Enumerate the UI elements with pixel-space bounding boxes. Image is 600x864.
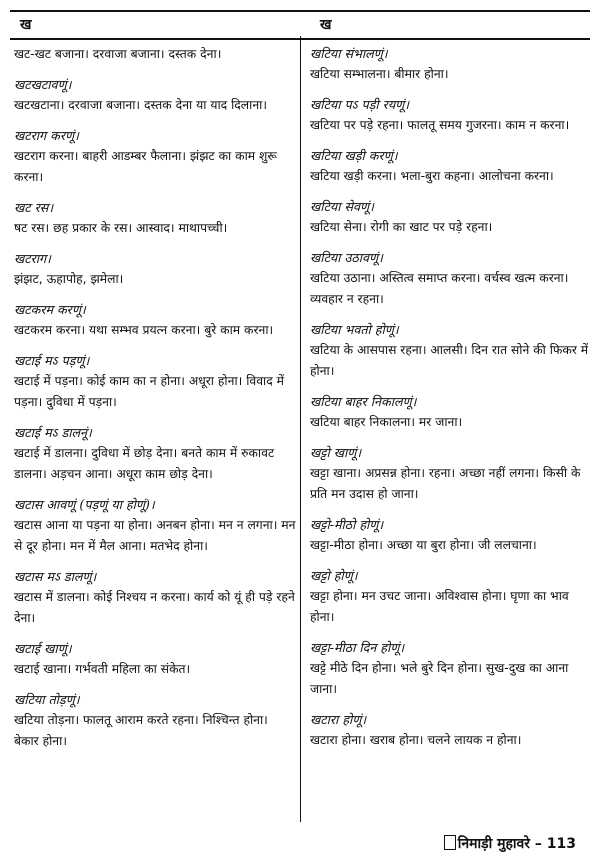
- idiom-meaning: खटराग करना। बाहरी आडम्बर फैलाना। झंझट का काम शुरू करना।: [14, 149, 277, 184]
- idiom-meaning: खटिया के आसपास रहना। आलसी। दिन रात सोने की फिकर में होना।: [310, 343, 589, 378]
- idiom-heading: खटिया भवतो होणूं।: [310, 322, 399, 337]
- idiom-meaning: खटिया सेना। रोगी का खाट पर पड़े रहना।: [310, 220, 493, 234]
- idiom-meaning: खट्टा-मीठा होना। अच्छा या बुरा होना। जी ललचाना।: [310, 538, 537, 552]
- idiom-heading: खट्टो खाणूं।: [310, 445, 362, 460]
- idiom-heading: खटिया उठावणूं।: [310, 250, 383, 265]
- idiom-entry: [310, 515, 592, 556]
- footer-box-mark: [444, 835, 456, 850]
- idiom-meaning: खट्टा होना। मन उचट जाना। अविश्वास होना। घृणा का भाव होना।: [310, 589, 569, 624]
- idiom-heading: खटिया सेवणूं।: [310, 199, 374, 214]
- idiom-heading: खटराग।: [14, 251, 51, 266]
- idiom-entry: [14, 44, 296, 65]
- idiom-entry: [14, 495, 296, 557]
- idiom-heading: खटिया पऽ पड़ी रयणूं।: [310, 97, 410, 112]
- idiom-meaning: षट रस। छह प्रकार के रस। आस्वाद। माथापच्ची।: [14, 221, 228, 235]
- idiom-meaning: खट्टे मीठे दिन होना। भले बुरे दिन होना। सुख-दुख का आना जाना।: [310, 661, 569, 696]
- idiom-meaning: खटिया उठाना। अस्तित्व समाप्त करना। वर्चस्व खत्म करना। व्यवहार न रहना।: [310, 271, 569, 306]
- idiom-meaning: झंझट, ऊहापोह, झमेला।: [14, 272, 124, 286]
- idiom-heading: खटाई खाणूं।: [14, 641, 72, 656]
- idiom-meaning: खटिया बाहर निकालना। मर जाना।: [310, 415, 463, 429]
- idiom-heading: खटिया संभालणूं।: [310, 46, 388, 61]
- idiom-entry: [14, 351, 296, 413]
- idiom-entry: [14, 75, 296, 116]
- idiom-entry: [14, 690, 296, 752]
- idiom-meaning: खटकरम करना। यथा सम्भव प्रयत्न करना। बुरे काम करना।: [14, 323, 274, 337]
- idiom-entry: [310, 320, 592, 382]
- idiom-entry: [310, 95, 592, 136]
- idiom-meaning: खटाई में पड़ना। कोई काम का न होना। अधूरा होना। विवाद में पड़ना। दुविधा में पड़ना।: [14, 374, 285, 409]
- idiom-heading: खटिया खड़ी करणूं।: [310, 148, 398, 163]
- idiom-entry: [310, 248, 592, 310]
- idiom-entry: [310, 710, 592, 751]
- idiom-meaning: खटिया तोड़ना। फालतू आराम करते रहना। निश्चिन्त होना। बेकार होना।: [14, 713, 268, 748]
- idiom-entry: [14, 639, 296, 680]
- column-divider: [300, 36, 301, 822]
- idiom-entry: [310, 197, 592, 238]
- idiom-entry: [310, 146, 592, 187]
- header-letter-left: ख: [20, 17, 32, 33]
- idiom-heading: खट्टो-मीठो होणूं।: [310, 517, 384, 532]
- footer-title-page-number: निमाड़ी मुहावरे – 113: [457, 836, 576, 852]
- idiom-heading: खटकरम करणूं।: [14, 302, 86, 317]
- idiom-heading: खट रस।: [14, 200, 54, 215]
- idiom-meaning: खटखटाना। दरवाजा बजाना। दस्तक देना या याद दिलाना।: [14, 98, 267, 112]
- idiom-meaning: खटास में डालना। कोई निश्चय न करना। कार्य को यूं ही पड़े रहने देना।: [14, 590, 295, 625]
- idiom-meaning: खटाई खाना। गर्भवती महिला का संकेत।: [14, 662, 191, 676]
- idiom-heading: खटाई मऽ डालनूं।: [14, 425, 92, 440]
- idiom-meaning: खटास आना या पड़ना या होना। अनबन होना। मन न लगना। मन से दूर होना। मन में मैल आना। मतभेद होना।: [14, 518, 296, 553]
- idiom-heading: खटास मऽ डालणूं।: [14, 569, 97, 584]
- idiom-heading: खटाई मऽ पड़णूं।: [14, 353, 90, 368]
- header-letter-right: ख: [320, 17, 332, 33]
- idiom-entry: [14, 249, 296, 290]
- idiom-meaning: खटिया खड़ी करना। भला-बुरा कहना। आलोचना करना।: [310, 169, 554, 183]
- idiom-heading: खटिया बाहर निकालणूं।: [310, 394, 417, 409]
- idiom-entry: [310, 392, 592, 433]
- idiom-meaning: खट-खट बजाना। दरवाजा बजाना। दस्तक देना।: [14, 47, 222, 61]
- idiom-entry: [14, 198, 296, 239]
- idiom-meaning: खटिया पर पड़े रहना। फालतू समय गुजरना। काम न करना।: [310, 118, 570, 132]
- idiom-heading: खटिया तोड़णूं।: [14, 692, 80, 707]
- idiom-entry: [310, 44, 592, 85]
- idiom-heading: खटारा होणूं।: [310, 712, 367, 727]
- idiom-entry: [310, 638, 592, 700]
- left-column: [14, 44, 296, 762]
- idiom-meaning: खटिया सम्भालना। बीमार होना।: [310, 67, 449, 81]
- idiom-heading: खट्टो होणूं।: [310, 568, 358, 583]
- idiom-entry: [14, 300, 296, 341]
- idiom-heading: खटराग करणूं।: [14, 128, 79, 143]
- idiom-entry: [310, 566, 592, 628]
- idiom-heading: खट्टा-मीठा दिन होणूं।: [310, 640, 405, 655]
- idiom-meaning: खटाई में डालना। दुविधा में छोड़ देना। बनते काम में रुकावट डालना। अड़चन आना। अधूरा काम छोड़ देना।: [14, 446, 275, 481]
- idiom-meaning: खट्टा खाना। अप्रसन्न होना। रहना। अच्छा नहीं लगना। किसी के प्रति मन उदास हो जाना।: [310, 466, 581, 501]
- idiom-entry: [14, 423, 296, 485]
- idiom-entry: [14, 567, 296, 629]
- idiom-heading: खटास आवणूं (पड़णूं या होणूं)।: [14, 497, 155, 512]
- idiom-entry: [14, 126, 296, 188]
- idiom-meaning: खटारा होना। खराब होना। चलने लायक न होना।: [310, 733, 522, 747]
- idiom-entry: [310, 443, 592, 505]
- right-column: [310, 44, 592, 761]
- page-footer: [444, 834, 576, 853]
- idiom-heading: खटखटावणूं।: [14, 77, 72, 92]
